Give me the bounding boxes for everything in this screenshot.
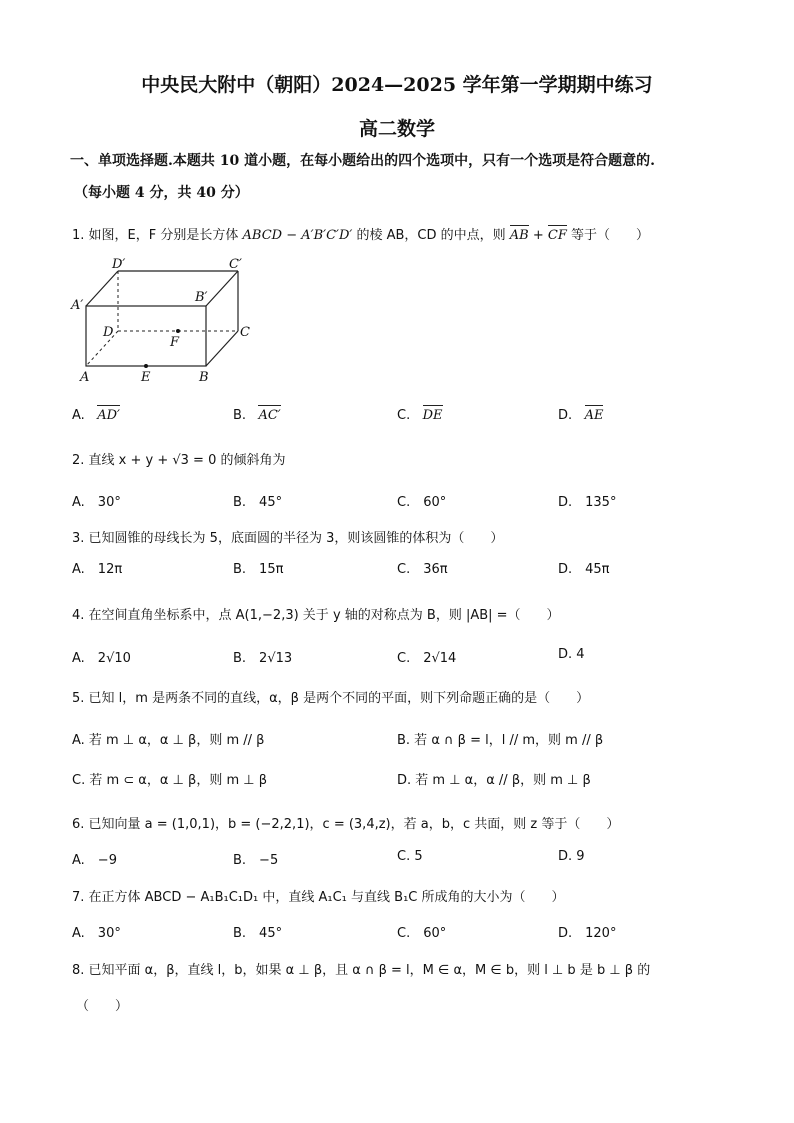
q3-option-d[interactable]: D. 45π: [558, 562, 610, 577]
question-4: 4. 在空间直角坐标系中，点 A(1,−2,3) 关于 y 轴的对称点为 B，则 |AB| =（ ）: [72, 608, 560, 623]
q7-option-b[interactable]: B. 45°: [233, 926, 283, 941]
q2-option-c[interactable]: C. 60°: [397, 495, 447, 510]
q2-option-b[interactable]: B. 45°: [233, 495, 283, 510]
cuboid-figure: [66, 254, 256, 384]
q1-option-b[interactable]: [233, 408, 281, 423]
question-7: 7. 在正方体 ABCD − A₁B₁C₁D₁ 中，直线 A₁C₁ 与直线 B₁C 所成角的大小为（ ）: [72, 890, 565, 905]
q1-text-b: 的棱 AB，CD 的中点，则: [356, 228, 506, 243]
section-note: （每小题 4 分，共 40 分）: [74, 185, 249, 201]
label-c: C: [240, 325, 250, 340]
q4-option-d[interactable]: D. 4: [558, 647, 585, 662]
q5-option-b[interactable]: B. 若 α ∩ β = l，l // m，则 m // β: [397, 733, 604, 748]
q6-option-b[interactable]: B. −5: [233, 853, 279, 868]
q6-option-a[interactable]: A. −9: [72, 853, 117, 868]
option-letter: A.: [72, 408, 85, 423]
exam-title: 中央民大附中（朝阳）2024—2025 学年第一学期期中练习: [141, 74, 653, 96]
option-letter: C.: [397, 408, 411, 423]
label-b: B: [199, 370, 209, 384]
q8-answer-paren: （ ）: [76, 999, 129, 1014]
option-letter: B.: [233, 408, 247, 423]
q3-option-a[interactable]: A. 12π: [72, 562, 123, 577]
option-letter: D.: [558, 408, 573, 423]
q5-option-a[interactable]: A. 若 m ⊥ α，α ⊥ β，则 m // β: [72, 733, 265, 748]
option-vector: AD′: [97, 408, 120, 423]
question-6: 6. 已知向量 a = (1,0,1)，b = (−2,2,1)，c = (3,4,z)，若 a，b，c 共面，则 z 等于（ ）: [72, 817, 620, 832]
q7-option-c[interactable]: C. 60°: [397, 926, 447, 941]
q4-option-c[interactable]: C. 2√14: [397, 651, 457, 666]
label-f: F: [170, 335, 180, 350]
question-1: [72, 224, 649, 243]
q1-text-a: 1. 如图，E，F 分别是长方体: [72, 228, 239, 243]
label-a-prime: A′: [71, 298, 84, 313]
question-3: 3. 已知圆锥的母线长为 5，底面圆的半径为 3，则该圆锥的体积为（ ）: [72, 531, 504, 546]
q2-option-d[interactable]: D. 135°: [558, 495, 617, 510]
q1-text-c: 等于（ ）: [571, 228, 650, 243]
option-vector: AE: [584, 408, 604, 423]
q1-box-name: ABCD − A′B′C′D′: [242, 228, 353, 243]
q4-option-b[interactable]: B. 2√13: [233, 651, 293, 666]
q2-option-a[interactable]: A. 30°: [72, 495, 121, 510]
label-e: E: [141, 370, 151, 384]
option-vector: AC′: [258, 408, 281, 423]
section-heading: 一、单项选择题.本题共 10 道小题，在每小题给出的四个选项中，只有一个选项是符合题意的.: [70, 153, 655, 169]
q1-option-c[interactable]: [397, 408, 443, 423]
option-vector: DE: [422, 408, 443, 423]
q5-option-c[interactable]: C. 若 m ⊂ α，α ⊥ β，则 m ⊥ β: [72, 773, 268, 788]
label-a: A: [80, 370, 90, 384]
q1-option-a[interactable]: [72, 408, 120, 423]
q3-option-b[interactable]: B. 15π: [233, 562, 284, 577]
q6-option-c[interactable]: C. 5: [397, 849, 423, 864]
label-d: D: [103, 325, 114, 340]
q7-option-a[interactable]: A. 30°: [72, 926, 121, 941]
q1-plus: +: [528, 228, 548, 243]
exam-subject: 高二数学: [358, 118, 435, 140]
label-b-prime: B′: [195, 290, 208, 305]
label-c-prime: C′: [229, 257, 242, 272]
question-8: 8. 已知平面 α，β，直线 l，b，如果 α ⊥ β，且 α ∩ β = l，M ∈ α，M ∈ b，则 l ⊥ b 是 b ⊥ β 的: [72, 963, 651, 978]
q4-option-a[interactable]: A. 2√10: [72, 651, 131, 666]
question-5: 5. 已知 l，m 是两条不同的直线，α，β 是两个不同的平面，则下列命题正确的是（ ）: [72, 691, 590, 706]
q7-option-d[interactable]: D. 120°: [558, 926, 617, 941]
q1-option-d[interactable]: [558, 408, 603, 423]
label-d-prime: D′: [112, 257, 126, 272]
q6-option-d[interactable]: D. 9: [558, 849, 585, 864]
q1-vector-cf: CF: [547, 228, 567, 243]
q3-option-c[interactable]: C. 36π: [397, 562, 448, 577]
question-2: 2. 直线 x + y + √3 = 0 的倾斜角为: [72, 453, 286, 468]
q1-vector-ab: AB: [509, 228, 529, 243]
q5-option-d[interactable]: D. 若 m ⊥ α，α // β，则 m ⊥ β: [397, 773, 591, 788]
